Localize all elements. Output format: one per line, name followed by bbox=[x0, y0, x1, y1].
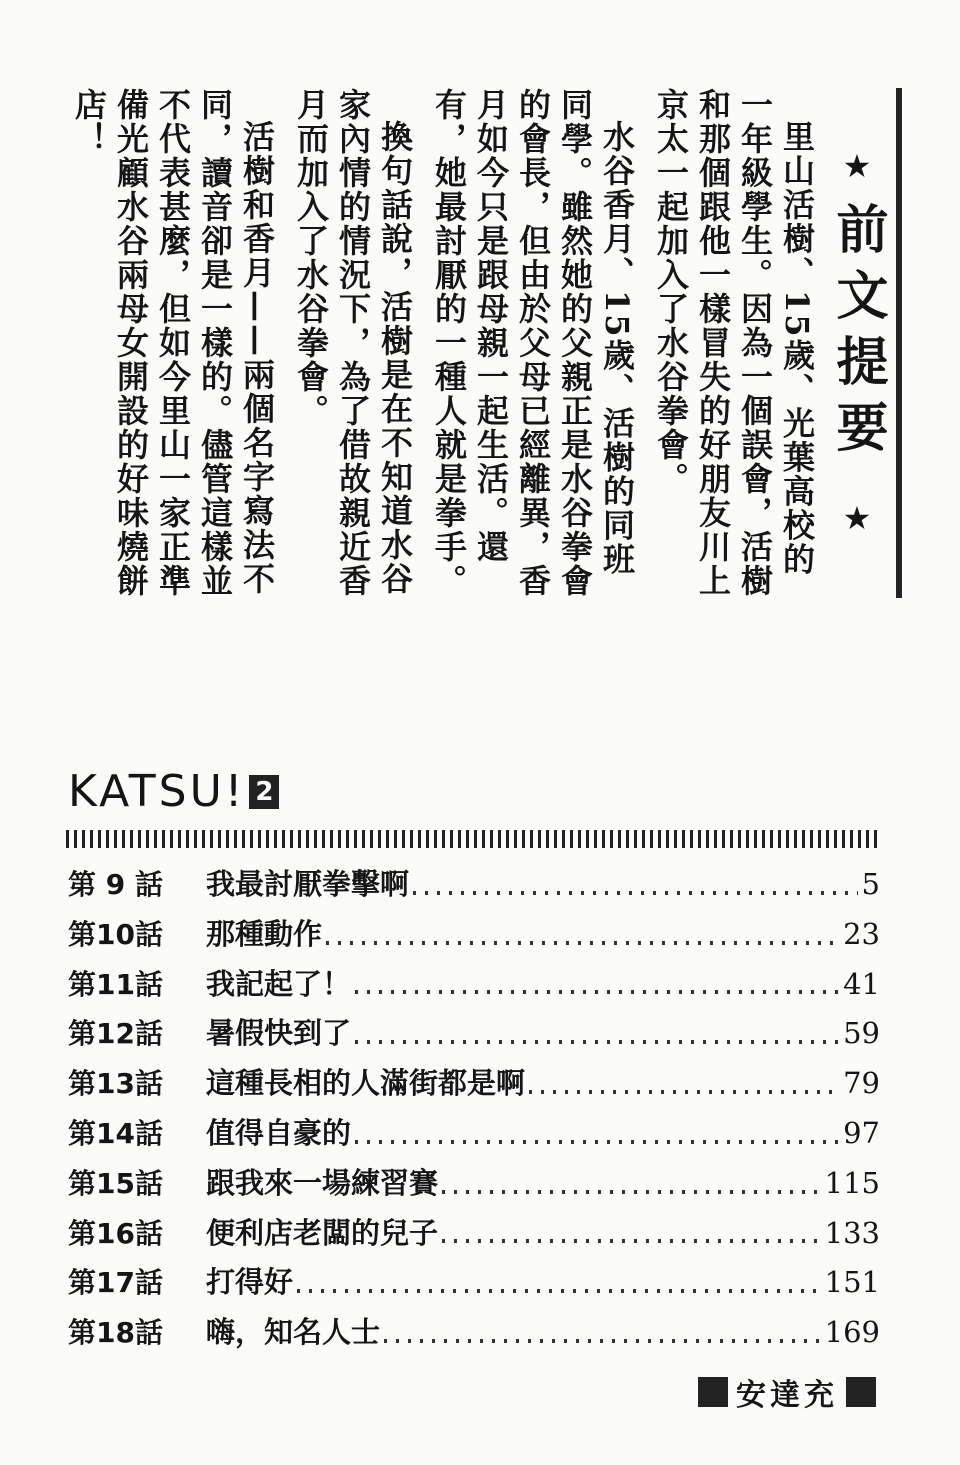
leader-dots bbox=[355, 990, 839, 994]
book-title: KATSU! bbox=[68, 766, 246, 817]
toc-title bbox=[68, 766, 279, 817]
chapter-number: 第15話 bbox=[68, 1166, 163, 1200]
table-of-contents bbox=[68, 862, 880, 1360]
chapter-number: 第11話 bbox=[68, 967, 163, 1001]
synopsis-heading: 前文提要 bbox=[827, 202, 887, 466]
synopsis-paragraphs bbox=[68, 88, 818, 628]
toc-row[interactable] bbox=[68, 1211, 880, 1261]
chapter-title: 暑假快到了 bbox=[206, 1016, 352, 1051]
black-square-icon bbox=[698, 1377, 728, 1407]
chapter-title: 這種長相的人滿街都是啊 bbox=[206, 1066, 526, 1101]
chapter-page: 59 bbox=[843, 1016, 880, 1051]
star-icon: ★ bbox=[842, 499, 872, 537]
synopsis-section bbox=[68, 88, 902, 628]
chapter-title: 值得自豪的 bbox=[206, 1115, 352, 1150]
leader-dots bbox=[297, 1289, 821, 1293]
leader-dots bbox=[355, 1140, 839, 1144]
toc-row[interactable] bbox=[68, 962, 880, 1012]
synopsis-paragraph: 換句話說，活樹是在不知道水谷家內情的情況下，為了借故親近香月而加入了水谷拳會。 bbox=[292, 88, 414, 598]
leader-dots bbox=[355, 1040, 839, 1044]
chapter-title: 我最討厭拳擊啊 bbox=[206, 867, 410, 901]
leader-dots bbox=[442, 1190, 821, 1194]
author-credit bbox=[698, 1370, 876, 1414]
chapter-page: 41 bbox=[843, 966, 880, 1001]
chapter-title: 嗨，知名人士 bbox=[206, 1315, 381, 1350]
author-name: 安達充 bbox=[736, 1378, 838, 1413]
toc-row[interactable] bbox=[68, 912, 880, 962]
chapter-page: 97 bbox=[843, 1115, 880, 1150]
leader-dots bbox=[442, 1239, 821, 1243]
leader-dots bbox=[326, 941, 839, 945]
chapter-number: 第17話 bbox=[68, 1266, 163, 1300]
synopsis-paragraph: 水谷香月、15歲、活樹的同班同學。雖然她的父親正是水谷拳會的會長，但由於父母已經離異，香月如今只是跟母親一起生活。還有，她最討厭的一種人就是拳手。 bbox=[430, 88, 636, 598]
leader-dots bbox=[413, 891, 858, 895]
chapter-number: 第 9 話 bbox=[68, 868, 163, 901]
synopsis-heading-column bbox=[822, 88, 902, 598]
leader-dots bbox=[384, 1339, 821, 1343]
chapter-title: 便利店老闆的兒子 bbox=[206, 1215, 439, 1250]
chapter-number: 第10話 bbox=[68, 917, 163, 951]
toc-row[interactable] bbox=[68, 1061, 880, 1111]
toc-row[interactable] bbox=[68, 1161, 880, 1211]
chapter-page: 23 bbox=[843, 916, 880, 951]
chapter-page: 151 bbox=[824, 1265, 880, 1300]
toc-row[interactable] bbox=[68, 1111, 880, 1161]
chapter-page: 169 bbox=[824, 1315, 880, 1350]
chapter-number: 第12話 bbox=[68, 1017, 163, 1051]
synopsis-paragraph: 里山活樹、15歲、光葉高校的一年級學生。因為一個誤會，活樹和那個跟他一樣冒失的好朋友川上京太一起加入了水谷拳會。 bbox=[652, 88, 816, 598]
toc-row[interactable] bbox=[68, 1260, 880, 1310]
chapter-page: 115 bbox=[824, 1165, 880, 1200]
chapter-title: 那種動作 bbox=[206, 916, 323, 951]
chapter-page: 5 bbox=[861, 867, 880, 901]
leader-dots bbox=[529, 1090, 839, 1094]
chapter-title: 跟我來一場練習賽 bbox=[206, 1165, 439, 1200]
decorative-rule bbox=[66, 830, 878, 848]
chapter-number: 第13話 bbox=[68, 1067, 163, 1101]
chapter-title: 打得好 bbox=[206, 1265, 294, 1300]
black-square-icon bbox=[846, 1377, 876, 1407]
synopsis-paragraph: 活樹和香月——兩個名字寫法不同，讀音卻是一樣的。儘管這樣並不代表甚麼，但如今里山一家正準備光顧水谷兩母女開設的好味燒餅店！ bbox=[70, 88, 276, 598]
chapter-number: 第14話 bbox=[68, 1116, 163, 1150]
star-icon: ★ bbox=[842, 147, 872, 185]
volume-badge: 2 bbox=[249, 775, 279, 809]
chapter-title: 我記起了！ bbox=[206, 966, 352, 1001]
toc-row[interactable] bbox=[68, 1011, 880, 1061]
chapter-number: 第18話 bbox=[68, 1316, 163, 1350]
chapter-number: 第16話 bbox=[68, 1216, 163, 1250]
toc-row[interactable] bbox=[68, 1310, 880, 1360]
chapter-page: 133 bbox=[824, 1215, 880, 1250]
toc-row[interactable] bbox=[68, 862, 880, 912]
chapter-page: 79 bbox=[843, 1066, 880, 1101]
